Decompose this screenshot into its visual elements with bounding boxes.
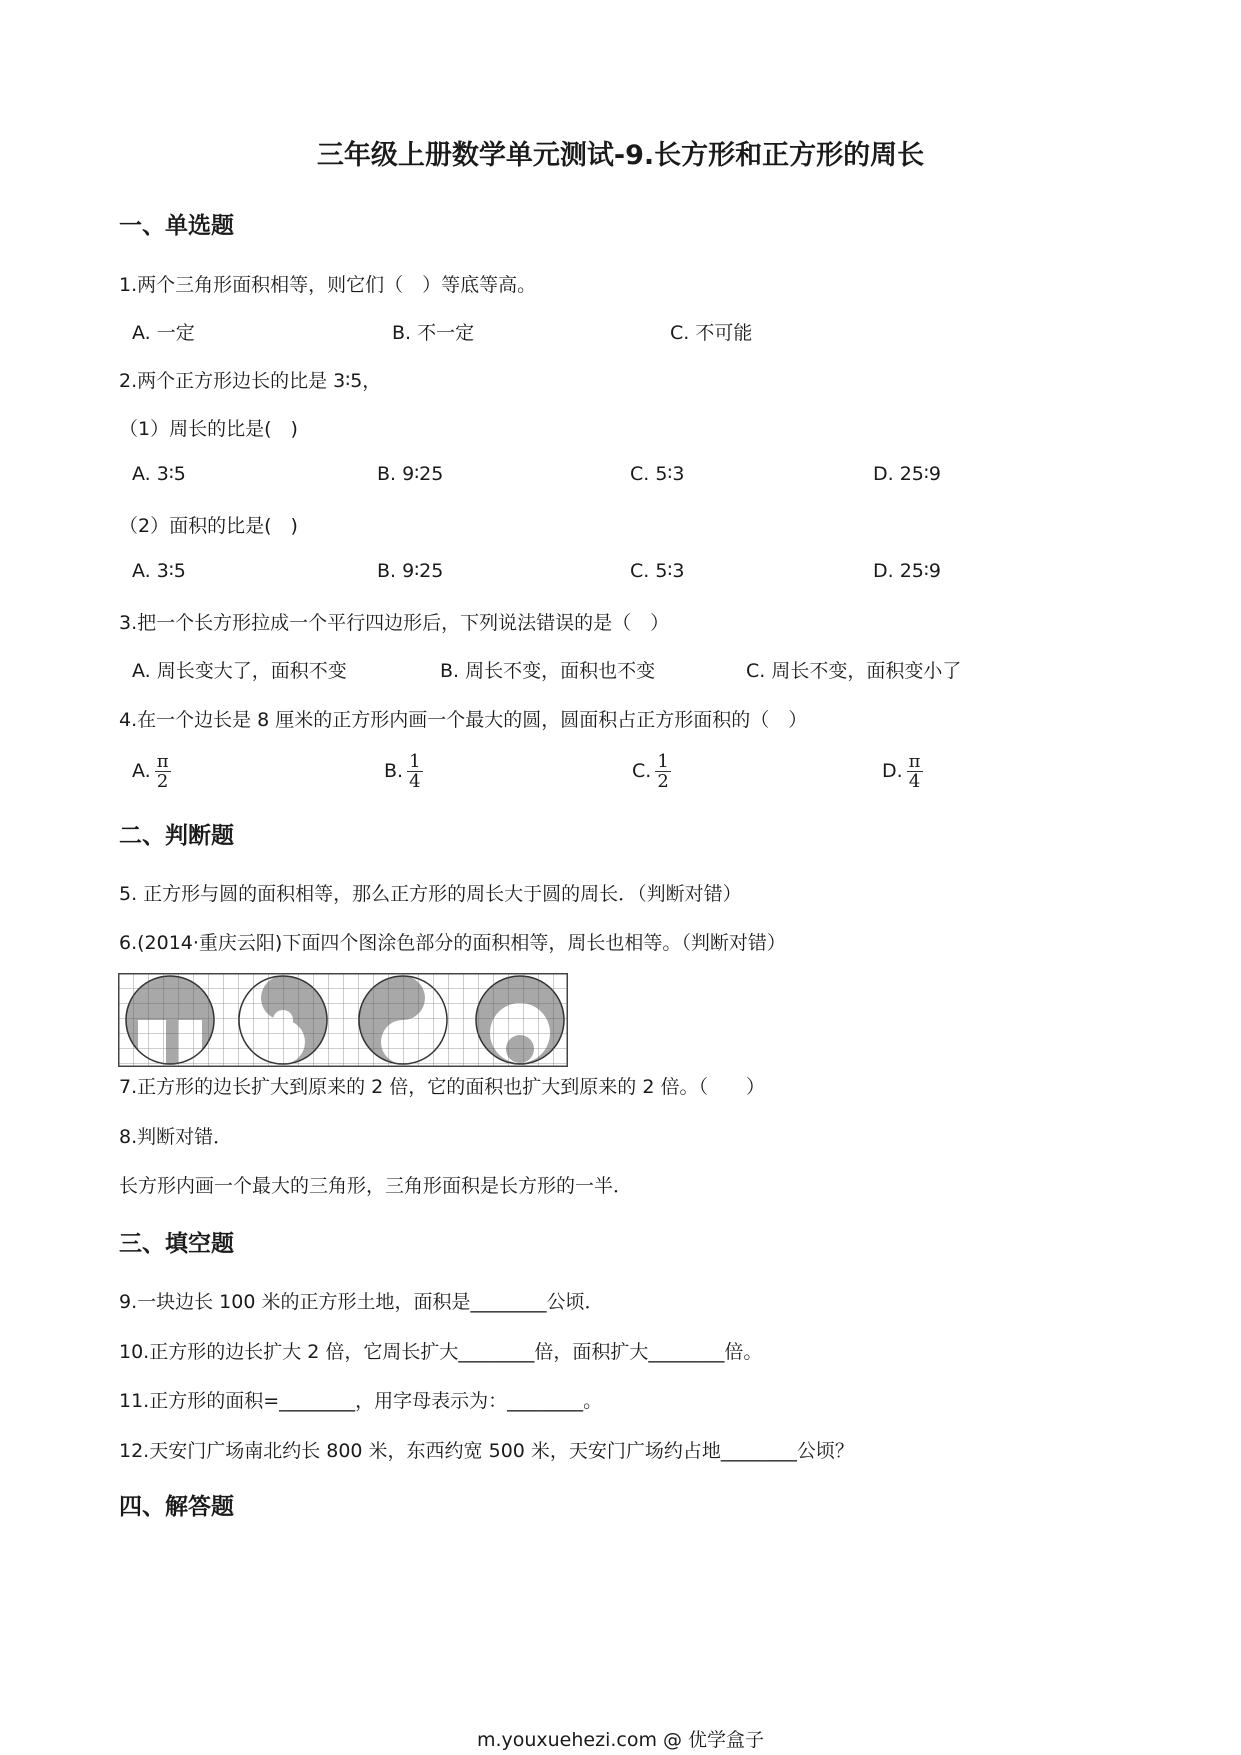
- question-8-statement: 长方形内画一个最大的三角形，三角形面积是长方形的一半．: [119, 1175, 633, 1197]
- q1-option-b[interactable]: B. 不一定: [392, 322, 475, 344]
- fraction-1-over-2: $\frac{1}{2}$: [657, 751, 669, 792]
- q4-option-c[interactable]: [632, 752, 671, 791]
- shaded-circles-figure: [118, 973, 568, 1067]
- question-10: 10.正方形的边长扩大 2 倍，它周长扩大________倍，面积扩大________倍。: [119, 1341, 763, 1363]
- q2-1-option-b[interactable]: B. 9∶25: [377, 463, 444, 485]
- q2-2-option-c[interactable]: C. 5∶3: [630, 560, 685, 582]
- q4-option-d-label: D.: [882, 760, 903, 782]
- q2-1-option-c[interactable]: C. 5∶3: [630, 463, 685, 485]
- question-1: 1.两个三角形面积相等，则它们（ ）等底等高。: [119, 274, 537, 296]
- section-heading-fill-in: 三、填空题: [119, 1231, 234, 1257]
- q4-option-b[interactable]: [384, 752, 423, 791]
- section-heading-true-false: 二、判断题: [119, 823, 234, 849]
- fraction-pi-over-4: $\frac{\pi}{4}$: [908, 751, 921, 792]
- page-footer: m.youxuehezi.com @ 优学盒子: [476, 1729, 765, 1751]
- question-12: 12.天安门广场南北约长 800 米，东西约宽 500 米，天安门广场约占地________公顷？: [119, 1440, 854, 1462]
- question-2: 2.两个正方形边长的比是 3∶5，: [119, 370, 382, 392]
- q4-option-b-label: B.: [384, 760, 404, 782]
- question-4: 4.在一个边长是 8 厘米的正方形内画一个最大的圆，圆面积占正方形面积的（ ）: [119, 709, 808, 731]
- question-11: 11.正方形的面积=________，用字母表示为：________。: [119, 1390, 603, 1412]
- q3-option-a[interactable]: A. 周长变大了，面积不变: [132, 660, 347, 682]
- fraction-pi-over-2: $\frac{\pi}{2}$: [156, 751, 169, 792]
- section-heading-problems: 四、解答题: [119, 1494, 234, 1520]
- question-7: 7.正方形的边长扩大到原来的 2 倍，它的面积也扩大到原来的 2 倍。（ ）: [119, 1076, 765, 1098]
- question-8: 8.判断对错．: [119, 1126, 233, 1148]
- q2-1-option-a[interactable]: A. 3∶5: [132, 463, 186, 485]
- q3-option-c[interactable]: C. 周长不变，面积变小了: [746, 660, 962, 682]
- q3-option-b[interactable]: B. 周长不变，面积也不变: [440, 660, 656, 682]
- q1-option-a[interactable]: A. 一定: [132, 322, 195, 344]
- question-2-sub-1: （1）周长的比是( ): [119, 418, 298, 440]
- q2-1-option-d[interactable]: D. 25∶9: [873, 463, 941, 485]
- page-title: 三年级上册数学单元测试-9.长方形和正方形的周长: [316, 140, 925, 171]
- q4-option-d[interactable]: [882, 752, 923, 791]
- section-heading-single-choice: 一、单选题: [119, 213, 234, 239]
- q4-option-c-label: C.: [632, 760, 652, 782]
- q1-option-c[interactable]: C. 不可能: [670, 322, 753, 344]
- q4-option-a[interactable]: [132, 752, 171, 791]
- fraction-1-over-4: $\frac{1}{4}$: [409, 751, 421, 792]
- q4-option-a-label: A.: [132, 760, 151, 782]
- question-5: 5. 正方形与圆的面积相等，那么正方形的周长大于圆的周长．（判断对错）: [119, 883, 742, 905]
- q2-2-option-a[interactable]: A. 3∶5: [132, 560, 186, 582]
- q2-2-option-d[interactable]: D. 25∶9: [873, 560, 941, 582]
- q2-2-option-b[interactable]: B. 9∶25: [377, 560, 444, 582]
- question-2-sub-2: （2）面积的比是( ): [119, 515, 298, 537]
- question-3: 3.把一个长方形拉成一个平行四边形后，下列说法错误的是（ ）: [119, 612, 670, 634]
- question-9: 9.一块边长 100 米的正方形土地，面积是________公顷．: [119, 1291, 604, 1313]
- question-6: 6.(2014·重庆云阳)下面四个图涂色部分的面积相等，周长也相等。（判断对错）: [119, 932, 786, 954]
